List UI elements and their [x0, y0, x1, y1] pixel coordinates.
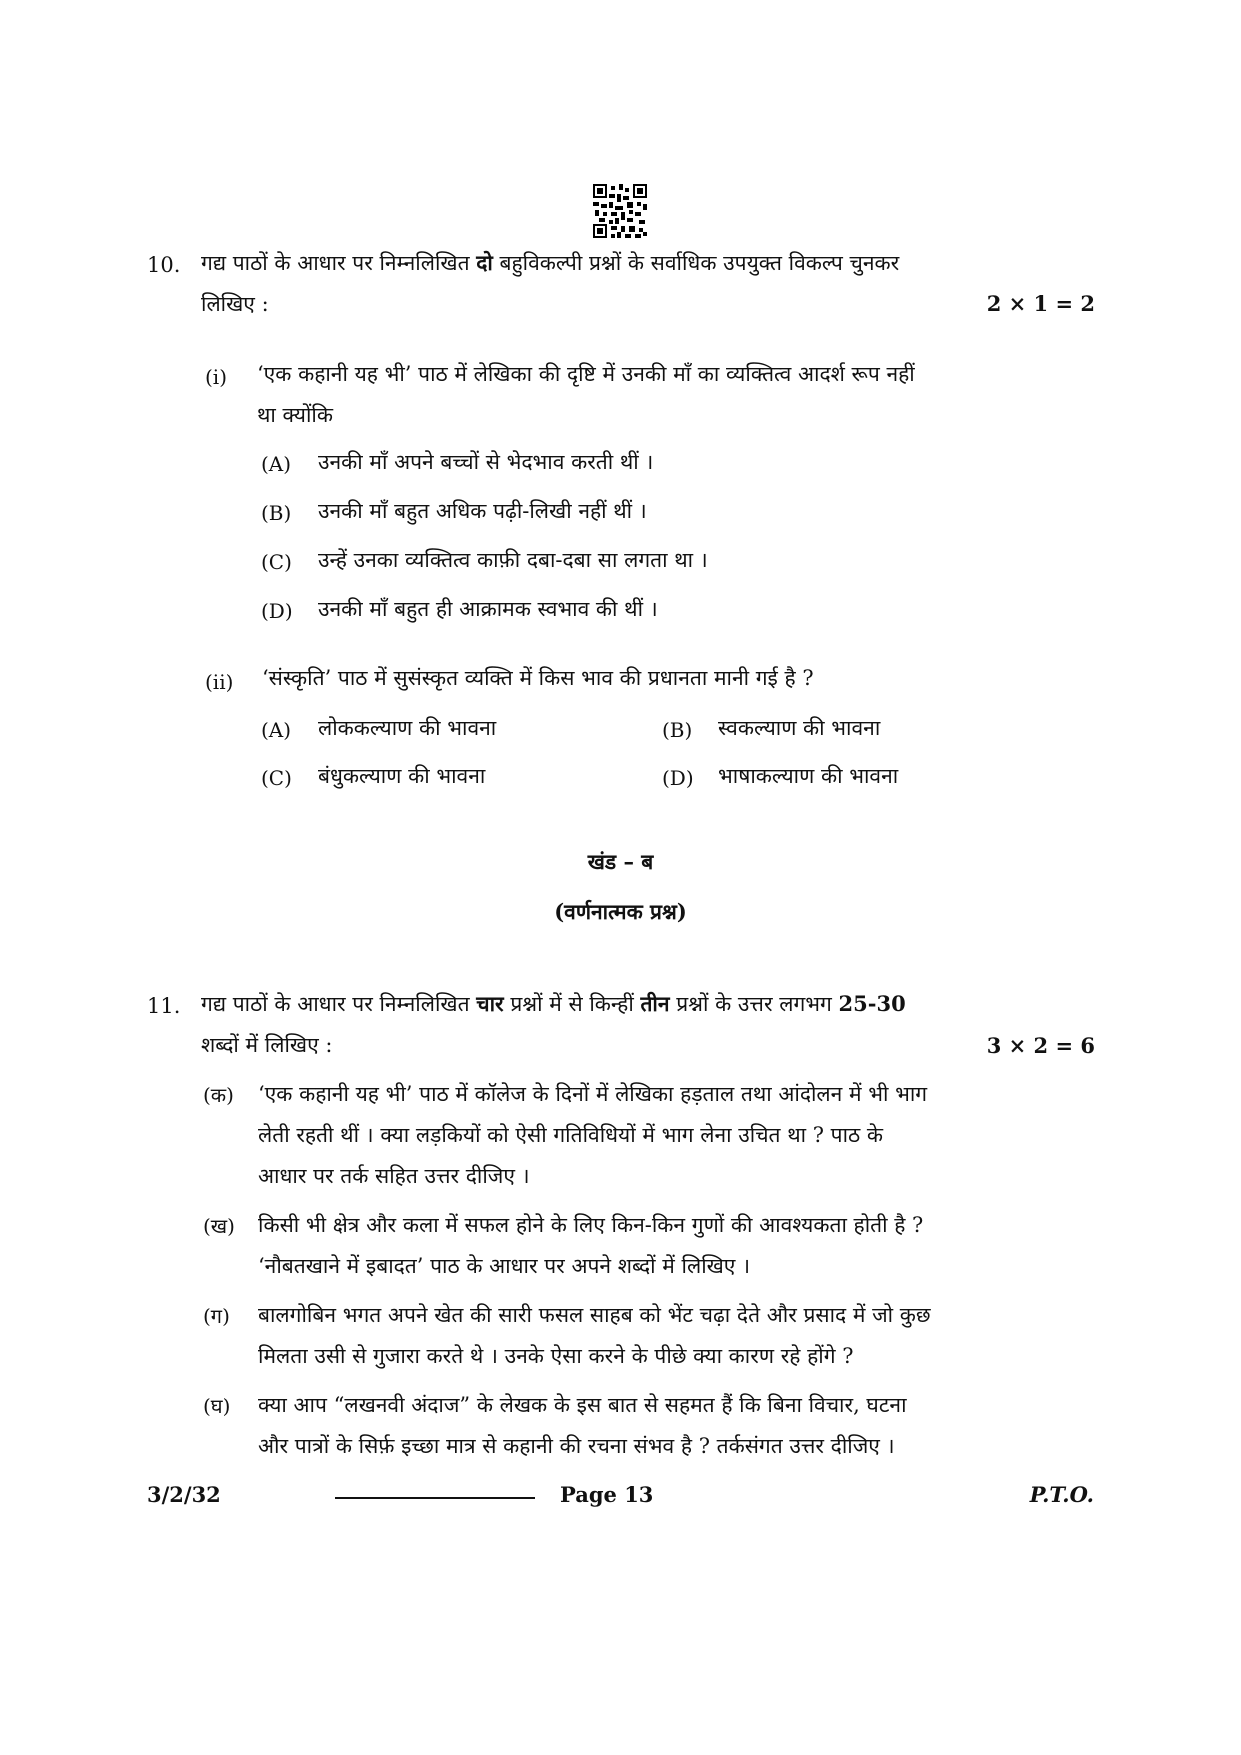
paper-code: 3/2/32	[147, 1482, 221, 1507]
option-label: (D)	[662, 766, 694, 790]
subquestion-text-line: किसी भी क्षेत्र और कला में सफल होने के लिए किन-किन गुणों की आवश्यकता होती है ?	[258, 1213, 924, 1237]
option-text: उन्हें उनका व्यक्तित्व काफ़ी दबा-दबा सा लगता था ।	[318, 548, 708, 572]
option-text: स्वकल्याण की भावना	[718, 716, 881, 740]
question-number: 11.	[147, 994, 181, 1018]
subquestion-text-line: था क्योंकि	[257, 403, 333, 427]
option-label: (C)	[261, 550, 292, 574]
option-label: (B)	[662, 718, 693, 742]
question-number: 10.	[147, 253, 181, 277]
marks: 2 × 1 = 2	[986, 291, 1095, 316]
subquestion-text-line: ‘नौबतखाने में इबादत’ पाठ के आधार पर अपने शब्दों में लिखिए ।	[258, 1254, 751, 1278]
subquestion-text-line: आधार पर तर्क सहित उत्तर दीजिए ।	[258, 1164, 530, 1188]
footer-divider	[335, 1497, 535, 1499]
subquestion-label: (क)	[203, 1083, 234, 1107]
subquestion-text-line: ‘एक कहानी यह भी’ पाठ में लेखिका की दृष्टि में उनकी माँ का व्यक्तित्व आदर्श रूप नहीं	[257, 362, 915, 386]
subquestion-text-line: मिलता उसी से गुजारा करते थे । उनके ऐसा करने के पीछे क्या कारण रहे होंगे ?	[258, 1344, 854, 1368]
subquestion-text-line: और पात्रों के सिर्फ़ इच्छा मात्र से कहानी की रचना संभव है ? तर्कसंगत उत्तर दीजिए ।	[258, 1434, 895, 1458]
option-label: (A)	[261, 452, 292, 476]
option-text: उनकी माँ अपने बच्चों से भेदभाव करती थीं ।	[318, 450, 654, 474]
subquestion-text-line: ‘संस्कृति’ पाठ में सुसंस्कृत व्यक्ति में किस भाव की प्रधानता मानी गई है ?	[262, 666, 814, 690]
section-title: खंड – ब	[587, 849, 654, 874]
question-text-line: लिखिए :	[201, 292, 269, 316]
subquestion-label: (ग)	[203, 1304, 230, 1328]
page-number: Page 13	[560, 1482, 654, 1507]
question-text-line: शब्दों में लिखिए :	[201, 1033, 333, 1057]
option-text: लोककल्याण की भावना	[318, 716, 497, 740]
subquestion-label: (i)	[205, 365, 228, 389]
option-label: (D)	[261, 599, 293, 623]
option-text: उनकी माँ बहुत ही आक्रामक स्वभाव की थीं ।	[318, 597, 658, 621]
option-label: (C)	[261, 766, 292, 790]
subquestion-label: (ख)	[203, 1214, 235, 1238]
marks: 3 × 2 = 6	[986, 1033, 1095, 1058]
qr-code-icon	[593, 184, 647, 238]
pto-label: P.T.O.	[1029, 1482, 1094, 1507]
option-label: (A)	[261, 718, 292, 742]
option-text: बंधुकल्याण की भावना	[318, 764, 486, 788]
subquestion-text-line: क्या आप “लखनवी अंदाज” के लेखक के इस बात से सहमत हैं कि बिना विचार, घटना	[258, 1393, 907, 1417]
option-label: (B)	[261, 501, 292, 525]
option-text: भाषाकल्याण की भावना	[718, 764, 899, 788]
subquestion-label: (घ)	[203, 1394, 231, 1418]
section-subtitle: (वर्णनात्मक प्रश्न)	[554, 899, 687, 924]
question-text-line: गद्य पाठों के आधार पर निम्नलिखित दो बहुविकल्पी प्रश्नों के सर्वाधिक उपयुक्त विकल्प चुनकर	[201, 250, 900, 275]
subquestion-text-line: ‘एक कहानी यह भी’ पाठ में कॉलेज के दिनों में लेखिका हड़ताल तथा आंदोलन में भी भाग	[258, 1082, 928, 1106]
option-text: उनकी माँ बहुत अधिक पढ़ी-लिखी नहीं थीं ।	[318, 499, 647, 523]
subquestion-text-line: लेती रहती थीं । क्या लड़कियों को ऐसी गतिविधियों में भाग लेना उचित था ? पाठ के	[258, 1123, 884, 1147]
subquestion-label: (ii)	[205, 670, 234, 694]
question-text-line: गद्य पाठों के आधार पर निम्नलिखित चार प्रश्नों में से किन्हीं तीन प्रश्नों के उत्तर लगभग 25-30	[201, 991, 906, 1016]
subquestion-text-line: बालगोबिन भगत अपने खेत की सारी फसल साहब को भेंट चढ़ा देते और प्रसाद में जो कुछ	[258, 1303, 931, 1327]
